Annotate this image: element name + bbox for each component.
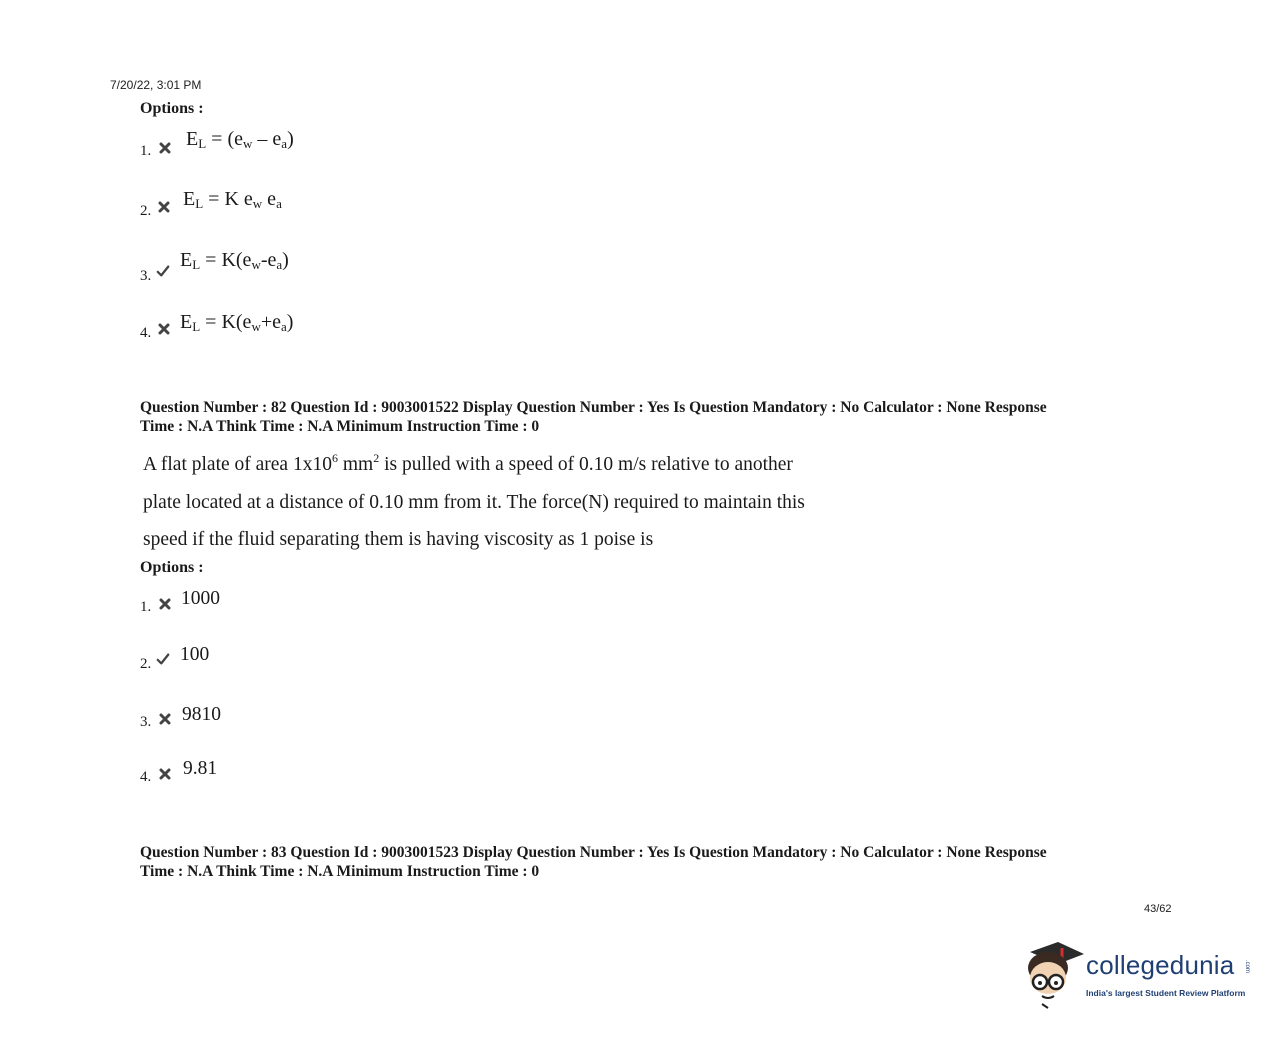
mascot-icon	[1022, 938, 1086, 1010]
question-82-meta	[140, 398, 1180, 436]
page-number: 43/62	[1144, 903, 1172, 915]
cross-icon	[158, 597, 172, 611]
options-label: Options :	[140, 100, 204, 117]
logo-wordmark: collegedunia	[1086, 950, 1235, 980]
meta-line: Time : N.A Think Time : N.A Minimum Instruction Time : 0	[140, 863, 540, 880]
question-82-text	[143, 440, 923, 559]
option-number: 3.	[140, 268, 152, 284]
question-line: A flat plate of area $1x10^6$ $mm^2$ is pulled with a speed of 0.10 m/s relative to another	[143, 451, 793, 475]
check-icon	[156, 652, 170, 666]
option-number: 1.	[140, 599, 152, 615]
formula: $E_L = K$ $e_w$ $e_a$	[183, 188, 282, 211]
cross-icon	[158, 712, 172, 726]
option-value: 9810	[182, 704, 221, 725]
question-line: plate located at a distance of 0.10 mm from it. The force(N) required to maintain this	[143, 491, 805, 513]
question-83-meta	[140, 843, 1180, 881]
option-number: 2.	[140, 203, 152, 219]
formula: $E_L = K(e_w-e_a)$	[180, 249, 289, 272]
check-icon	[156, 264, 170, 278]
option-number: 4.	[140, 325, 152, 341]
option-number: 1.	[140, 143, 152, 159]
options-label: Options :	[140, 559, 204, 576]
logo-com: .com	[1244, 960, 1250, 974]
question-line: speed if the fluid separating them is having viscosity as 1 poise is	[143, 529, 654, 550]
formula: $E_L = K(e_w+e_a)$	[180, 311, 294, 334]
cross-icon	[158, 141, 172, 155]
meta-line: Time : N.A Think Time : N.A Minimum Instruction Time : 0	[140, 418, 540, 435]
option-value: 1000	[181, 588, 220, 609]
logo-tagline: India's largest Student Review Platform	[1086, 988, 1246, 998]
option-value: 100	[180, 644, 210, 665]
option-number: 2.	[140, 656, 152, 672]
cross-icon	[158, 767, 172, 781]
print-timestamp: 7/20/22, 3:01 PM	[110, 78, 202, 92]
formula: $E_L = (e_w - e_a)$	[186, 128, 294, 151]
cross-icon	[157, 322, 171, 336]
option-number: 3.	[140, 714, 152, 730]
collegedunia-logo	[1022, 938, 1262, 1010]
option-value: 9.81	[183, 758, 218, 779]
meta-line: Question Number : 82 Question Id : 9003001522 Display Question Number : Yes Is Question Mandatory : No Calculator : None Response	[140, 399, 1047, 416]
meta-line: Question Number : 83 Question Id : 9003001523 Display Question Number : Yes Is Question Mandatory : No Calculator : None Response	[140, 844, 1047, 861]
cross-icon	[157, 200, 171, 214]
option-number: 4.	[140, 769, 152, 785]
